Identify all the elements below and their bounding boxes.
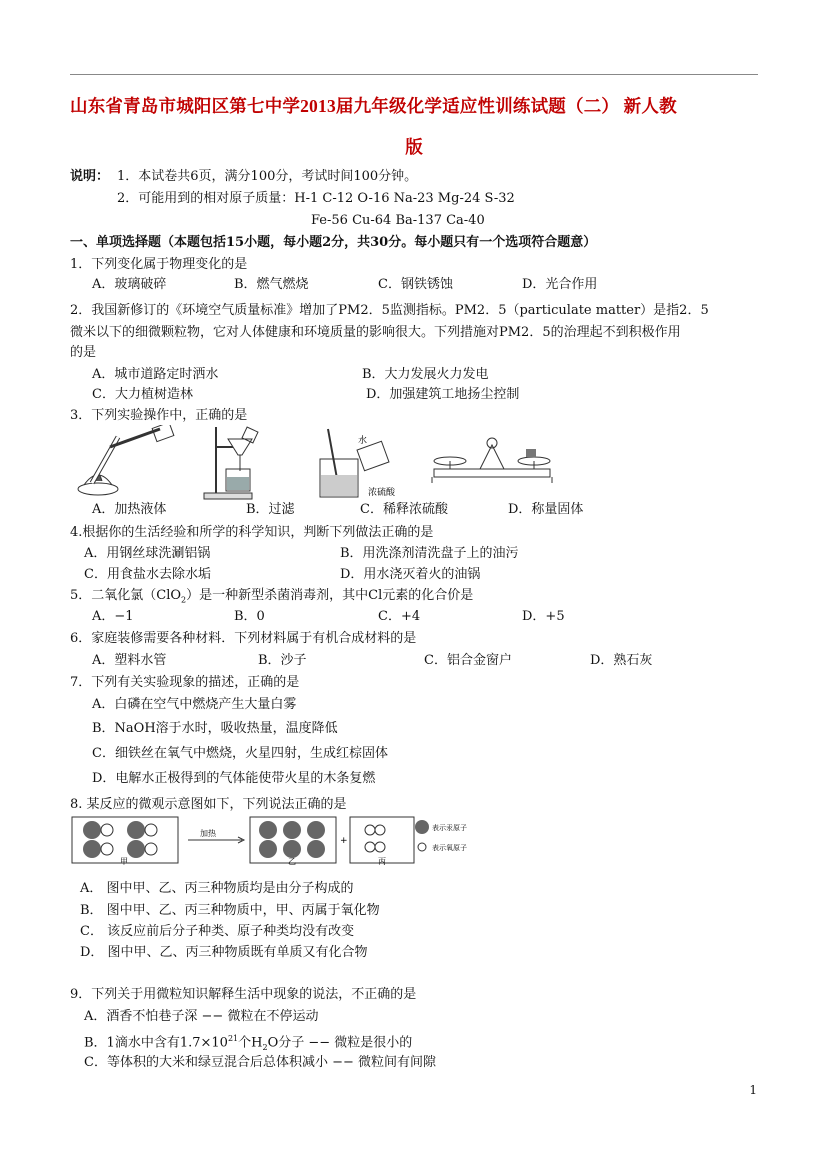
q7-option-d: D．电解水正极得到的气体能使带火星的木条复燃	[92, 771, 376, 786]
q4-option-b: B．用洗涤剂清洗盘子上的油污	[340, 546, 519, 561]
q8-option-a: A． 图中甲、乙、丙三种物质均是由分子构成的	[80, 881, 354, 896]
section-heading: 一、单项选择题（本题包括15小题，每小题2分，共30分。每小题只有一个选项符合题意）	[70, 235, 597, 250]
q2-stem-line-1: 2．我国新修订的《环境空气质量标准》增加了PM2．5监测指标。PM2．5（particulate matter）是指2．5	[70, 303, 709, 318]
filtration-figure	[204, 427, 258, 499]
q9-b-post: O分子 −− 微粒是很小的	[267, 1035, 413, 1051]
q3-option-a: A．加热液体	[92, 502, 167, 517]
q1-option-a: A．玻璃破碎	[92, 277, 167, 292]
q7-stem: 7．下列有关实验现象的描述，正确的是	[70, 675, 300, 690]
q9-option-a: A．酒香不怕巷子深 −− 微粒在不停运动	[84, 1009, 319, 1024]
page-title-cont: 版	[405, 137, 423, 157]
jia-label: 甲	[120, 857, 128, 866]
q2-stem-line-3: 的是	[70, 345, 97, 360]
q7-option-c: C．细铁丝在氧气中燃烧，火星四射，生成红棕固体	[92, 746, 388, 761]
q4-option-c: C．用食盐水去除水垢	[84, 567, 211, 582]
q4-option-a: A．用钢丝球洗涮铝锅	[84, 546, 211, 561]
q9-b-mid: 个H	[238, 1035, 263, 1051]
yi-label: 乙	[288, 857, 296, 866]
q5-stem-pre: 5．二氧化氯（ClO	[70, 588, 182, 603]
q2-stem-line-2: 微米以下的细微颗粒物，它对人体健康和环境质量的影响很大。下列措施对PM2．5的治理起不到积极作用	[70, 325, 681, 340]
q5-stem	[70, 587, 473, 610]
q1-option-c: C．钢铁锈蚀	[378, 277, 453, 292]
plus-sign: +	[340, 836, 348, 846]
q9-option-c: C．等体积的大米和绿豆混合后总体积减小 −− 微粒间有间隙	[84, 1055, 436, 1070]
q1-option-b: B．燃气燃烧	[234, 277, 309, 292]
q3-option-b: B．过滤	[246, 502, 295, 517]
note-line-1: 1．本试卷共6页，满分100分，考试时间100分钟。	[117, 169, 418, 184]
q5-stem-sub: 2	[181, 595, 187, 605]
heating-liquid-figure	[78, 425, 174, 495]
header-rule	[70, 74, 758, 75]
q1-option-d: D．光合作用	[522, 277, 598, 292]
page-number: 1	[749, 1083, 757, 1097]
page-title: 山东省青岛市城阳区第七中学2013届九年级化学适应性训练试题（二） 新人教	[70, 96, 677, 116]
balance-figure	[432, 438, 552, 483]
q7-option-a: A．白磷在空气中燃烧产生大量白雾	[92, 697, 297, 712]
q9-b-sub: 2	[262, 1042, 268, 1052]
q3-figures	[70, 425, 560, 501]
q5-stem-post: ）是一种新型杀菌消毒剂，其中Cl元素的化合价是	[186, 588, 474, 603]
q5-option-d: D．+5	[522, 609, 565, 624]
water-label: 水	[358, 436, 368, 446]
q3-stem: 3．下列实验操作中，正确的是	[70, 408, 248, 423]
dilute-acid-figure	[320, 429, 396, 498]
note-label: 说明：	[70, 169, 110, 184]
q8-reaction-figure	[70, 815, 530, 867]
q4-stem: 4.根据你的生活经验和所学的科学知识，判断下列做法正确的是	[70, 525, 434, 540]
q6-option-c: C．铝合金窗户	[424, 653, 512, 668]
q2-option-c: C．大力植树造林	[92, 387, 193, 402]
q8-option-d: D． 图中甲、乙、丙三种物质既有单质又有化合物	[80, 945, 368, 960]
q6-option-b: B．沙子	[258, 653, 307, 668]
legend-oxygen: 表示氧原子	[432, 844, 467, 852]
q6-option-a: A．塑料水管	[92, 653, 167, 668]
q5-option-c: C．+4	[378, 609, 421, 624]
q5-option-b: B．0	[234, 609, 265, 624]
acid-label: 浓硫酸	[368, 488, 396, 498]
q2-option-d: D．加强建筑工地扬尘控制	[366, 387, 520, 402]
q9-b-pre: B．1滴水中含有1.7×10	[84, 1035, 228, 1051]
heat-label: 加热	[200, 829, 216, 838]
q7-option-b: B．NaOH溶于水时，吸收热量，温度降低	[92, 721, 338, 736]
q5-option-a: A．−1	[92, 609, 134, 624]
q9-b-sup: 21	[227, 1034, 239, 1043]
note-line-2: 2．可能用到的相对原子质量：H-1 C-12 O-16 Na-23 Mg-24 S-32	[117, 191, 515, 206]
legend-mercury: 表示汞原子	[432, 824, 467, 832]
bing-label: 丙	[378, 857, 386, 866]
q6-option-d: D．熟石灰	[590, 653, 653, 668]
q9-option-b	[84, 1030, 412, 1057]
q9-stem: 9．下列关于用微粒知识解释生活中现象的说法，不正确的是	[70, 987, 417, 1002]
q2-option-b: B．大力发展火力发电	[362, 367, 489, 382]
q3-option-c: C．稀释浓硫酸	[360, 502, 448, 517]
q1-stem: 1．下列变化属于物理变化的是	[70, 257, 248, 272]
q8-option-c: C． 该反应前后分子种类、原子种类均没有改变	[80, 924, 355, 939]
q4-option-d: D．用水浇灭着火的油锅	[340, 567, 481, 582]
q8-option-b: B． 图中甲、乙、丙三种物质中，甲、丙属于氧化物	[80, 903, 380, 918]
note-line-3: Fe-56 Cu-64 Ba-137 Ca-40	[311, 213, 485, 228]
q2-option-a: A．城市道路定时洒水	[92, 367, 219, 382]
q8-stem: 8. 某反应的微观示意图如下，下列说法正确的是	[70, 797, 347, 812]
q6-stem: 6．家庭装修需要各种材料．下列材料属于有机合成材料的是	[70, 631, 417, 646]
q3-option-d: D．称量固体	[508, 502, 584, 517]
